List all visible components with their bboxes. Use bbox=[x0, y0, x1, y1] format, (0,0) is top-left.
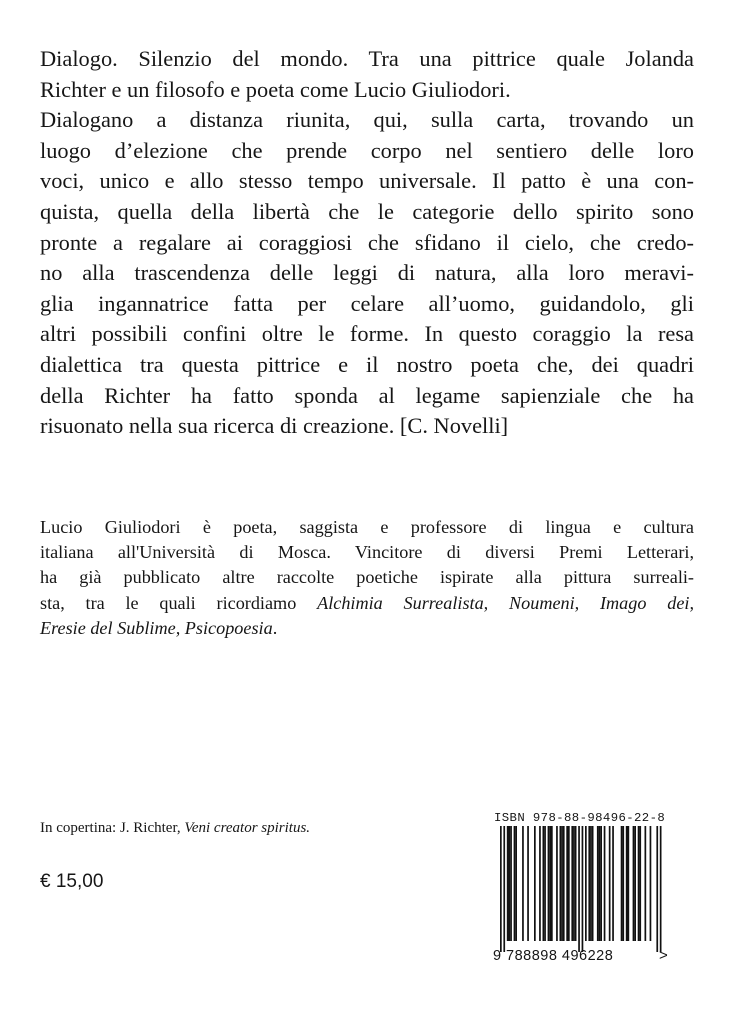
barcode-bar bbox=[604, 826, 606, 941]
barcode-bar bbox=[585, 826, 587, 941]
barcode-bar bbox=[527, 826, 529, 941]
barcode-bar bbox=[622, 826, 624, 941]
barcode-bar bbox=[509, 826, 511, 941]
barcode-bar bbox=[503, 826, 505, 952]
blurb-line: luogo d’elezione che prende corpo nel sentiero delle loro bbox=[40, 137, 694, 163]
blurb-line: pronte a regalare ai coraggiosi che sfidano il cielo, che credo- bbox=[40, 229, 694, 255]
cover-credit-title: Veni creator spiritus. bbox=[184, 820, 311, 836]
barcode-bar bbox=[561, 826, 563, 941]
barcode-bar bbox=[628, 826, 630, 941]
barcode-bar bbox=[560, 826, 562, 941]
barcode-bar bbox=[544, 826, 546, 941]
blurb-line: glia ingannatrice fatta per celare all’uomo, guidandolo, gli bbox=[40, 290, 694, 316]
barcode-bar bbox=[633, 826, 635, 941]
barcode-bar bbox=[556, 826, 558, 941]
barcode-bar bbox=[563, 826, 565, 941]
barcode-bar bbox=[645, 826, 647, 941]
barcode-bar bbox=[599, 826, 601, 941]
barcode-bar bbox=[534, 826, 536, 941]
barcode-bar bbox=[590, 826, 592, 941]
bio-period: . bbox=[272, 617, 278, 638]
barcode-bar bbox=[656, 826, 658, 952]
barcode-bar bbox=[500, 826, 502, 952]
barcode-bar bbox=[660, 826, 662, 952]
barcode-bar bbox=[551, 826, 553, 941]
barcode-bar bbox=[543, 826, 545, 941]
barcode-bar bbox=[582, 826, 584, 952]
bio-line: ha già pubblicato altre raccolte poetiche ispirate alla pittura surreali- bbox=[40, 567, 694, 588]
barcode-bar bbox=[510, 826, 512, 941]
barcode-bar bbox=[566, 826, 568, 941]
blurb-line: altri possibili confini oltre le forme. In questo coraggio la resa bbox=[40, 321, 694, 347]
back-cover-blurb bbox=[40, 44, 694, 442]
barcode-bar bbox=[638, 826, 640, 941]
barcode-bar bbox=[639, 826, 641, 941]
barcode-bar bbox=[571, 826, 573, 941]
blurb-line: dialettica tra questa pittrice e il nostro poeta che, dei quadri bbox=[40, 351, 694, 377]
bio-text: sta, tra le quali ricordiamo bbox=[40, 592, 318, 613]
blurb-line: Dialogano a distanza riunita, qui, sulla carta, trovando un bbox=[40, 107, 694, 133]
blurb-line: voci, unico e allo stesso tempo universale. Il patto è una con- bbox=[40, 168, 694, 194]
barcode-bar bbox=[568, 826, 570, 941]
barcode-bar bbox=[626, 826, 628, 941]
barcode-bar bbox=[592, 826, 594, 941]
bio-line: Lucio Giuliodori è poeta, saggista e professore di lingua e cultura bbox=[40, 517, 694, 537]
barcode-bar bbox=[548, 826, 550, 941]
barcode-arrow: > bbox=[659, 947, 668, 964]
blurb-line: Richter e un filosofo e poeta come Lucio Giuliodori. bbox=[40, 76, 511, 102]
blurb-line: risuonato nella sua ricerca di creazione. [C. Novelli] bbox=[40, 413, 509, 439]
bio-line bbox=[40, 616, 694, 641]
barcode-bar bbox=[612, 826, 614, 941]
blurb-line: no alla trascendenza delle leggi di natura, alla loro meravi- bbox=[40, 260, 694, 286]
author-bio bbox=[40, 515, 694, 641]
bio-book-titles: Eresie del Sublime, Psicopoesia bbox=[40, 617, 273, 638]
barcode-bar bbox=[578, 826, 580, 952]
barcode-first-digit: 9 bbox=[493, 948, 502, 964]
barcode-bar bbox=[515, 826, 517, 941]
bio-line bbox=[40, 591, 694, 616]
barcode-icon bbox=[488, 826, 668, 956]
barcode-bar bbox=[549, 826, 551, 941]
barcode-bar bbox=[650, 826, 652, 941]
barcode-bar bbox=[600, 826, 602, 941]
barcode-bar bbox=[621, 826, 623, 941]
barcode-bar bbox=[588, 826, 590, 941]
isbn-label: ISBN 978-88-98496-22-8 bbox=[494, 811, 666, 825]
barcode-bar bbox=[609, 826, 611, 941]
barcode-bar bbox=[507, 826, 509, 941]
bio-line: italiana all'Università di Mosca. Vincitore di diversi Premi Letterari, bbox=[40, 542, 694, 563]
price: € 15,00 bbox=[40, 871, 104, 892]
blurb-line: della Richter ha fatto sponda al legame sapienziale che ha bbox=[40, 382, 694, 408]
cover-credit-prefix: In copertina: J. Richter, bbox=[40, 820, 185, 836]
barcode-bar bbox=[514, 826, 516, 941]
cover-credit bbox=[40, 818, 310, 838]
barcode-bar bbox=[573, 826, 575, 941]
bio-book-titles: Alchimia Surrealista, Noumeni, Imago dei, bbox=[317, 592, 694, 613]
barcode-bar bbox=[634, 826, 636, 941]
barcode-bar bbox=[597, 826, 599, 941]
barcode-bar bbox=[575, 826, 577, 941]
barcode-bar bbox=[539, 826, 541, 941]
blurb-line: Dialogo. Silenzio del mondo. Tra una pittrice quale Jolanda bbox=[40, 46, 694, 71]
barcode-digits: 788898 496228 bbox=[506, 948, 614, 964]
barcode-bar bbox=[522, 826, 524, 941]
blurb-line: quista, quella della libertà che le categorie dello spirito sono bbox=[40, 198, 694, 224]
